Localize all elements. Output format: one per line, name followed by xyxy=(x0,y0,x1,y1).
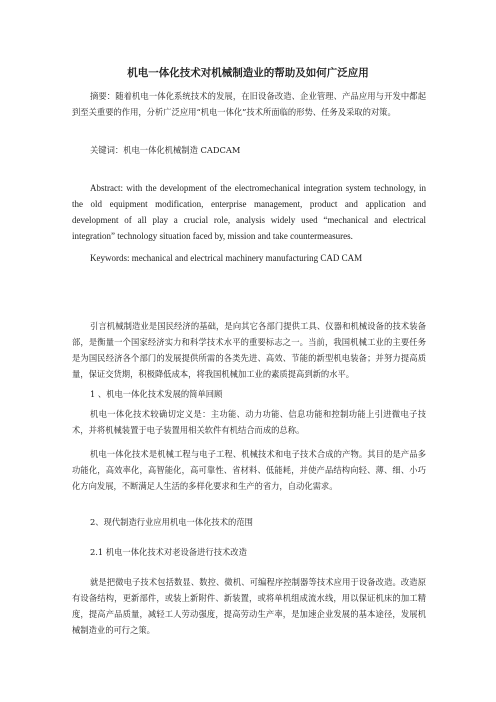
section-1-paragraph-2: 机电一体化技术是机械工程与电子工程、机械技术和电子技术合成的产物。其目的是产品多功能化，高效率化，高智能化，高可靠性、省材料、低能耗，并使产品结构向轻、薄、细、小巧化方向发展，不断满足人生活的多样化要求和生产的省力，自动化需求。 xyxy=(72,449,426,491)
intro-paragraph: 引言机械制造业是国民经济的基础，是向其它各部门提供工具、仪器和机械设备的技术装备部，是衡量一个国家经济实力和科学技术水平的重要标志之一。当前，我国机械工业的主要任务是为国民经济各个部门的发展提供所需的各类先进、高效、节能的新型机电装备；并努力提高质量，保证交货期，积极降低成本，将我国机械加工业的素质提高到新的水平。 xyxy=(72,321,426,379)
section-2-1-heading: 2.1 机电一体化技术对老设备进行技术改造 xyxy=(90,547,247,557)
abstract-en: Abstract: with the development of the electromechanical integration system technology, in the old equipment modification, enterprise management, product and application and development of all play a crucial role, analysis widely used “mechanical and electrical integration” technology situation faced by, mission and take countermeasures. xyxy=(72,183,426,241)
abstract-cn: 摘要：随着机电一体化系统技术的发展，在旧设备改造、企业管理、产品应用与开发中都起到至关重要的作用，分析广泛应用“机电一体化”技术所面临的形势、任务及采取的对策。 xyxy=(72,91,426,117)
document-title: 机电一体化技术对机械制造业的帮助及如何广泛应用 xyxy=(127,67,369,79)
section-1-paragraph-1: 机电一体化技术较确切定义是：主功能、动力功能、信息功能和控制功能上引进微电子技术，并将机械装置于电子装置用相关软件有机结合而成的总称。 xyxy=(72,409,426,435)
section-2-heading: 2、现代制造行业应用机电一体化技术的范围 xyxy=(90,517,253,527)
section-2-1-paragraph: 就是把微电子技术包括数显、数控、微机、可编程序控制器等技术应用于设备改造。改造原有设备结构，更新部件，或装上新附件、新装置，或将单机组成流水线，用以保证机床的加工精度，提高产品质量，减轻工人劳动强度，提高劳动生产率，是加速企业发展的基本途径，发展机械制造业的可行之策。 xyxy=(72,577,426,635)
section-1-heading: 1 、机电一体化技术发展的简单回顾 xyxy=(90,389,223,399)
keywords-cn: 关键词：机电一体化机械制造 CADCAM xyxy=(90,145,241,155)
keywords-en: Keywords: mechanical and electrical machinery manufacturing CAD CAM xyxy=(90,253,363,263)
